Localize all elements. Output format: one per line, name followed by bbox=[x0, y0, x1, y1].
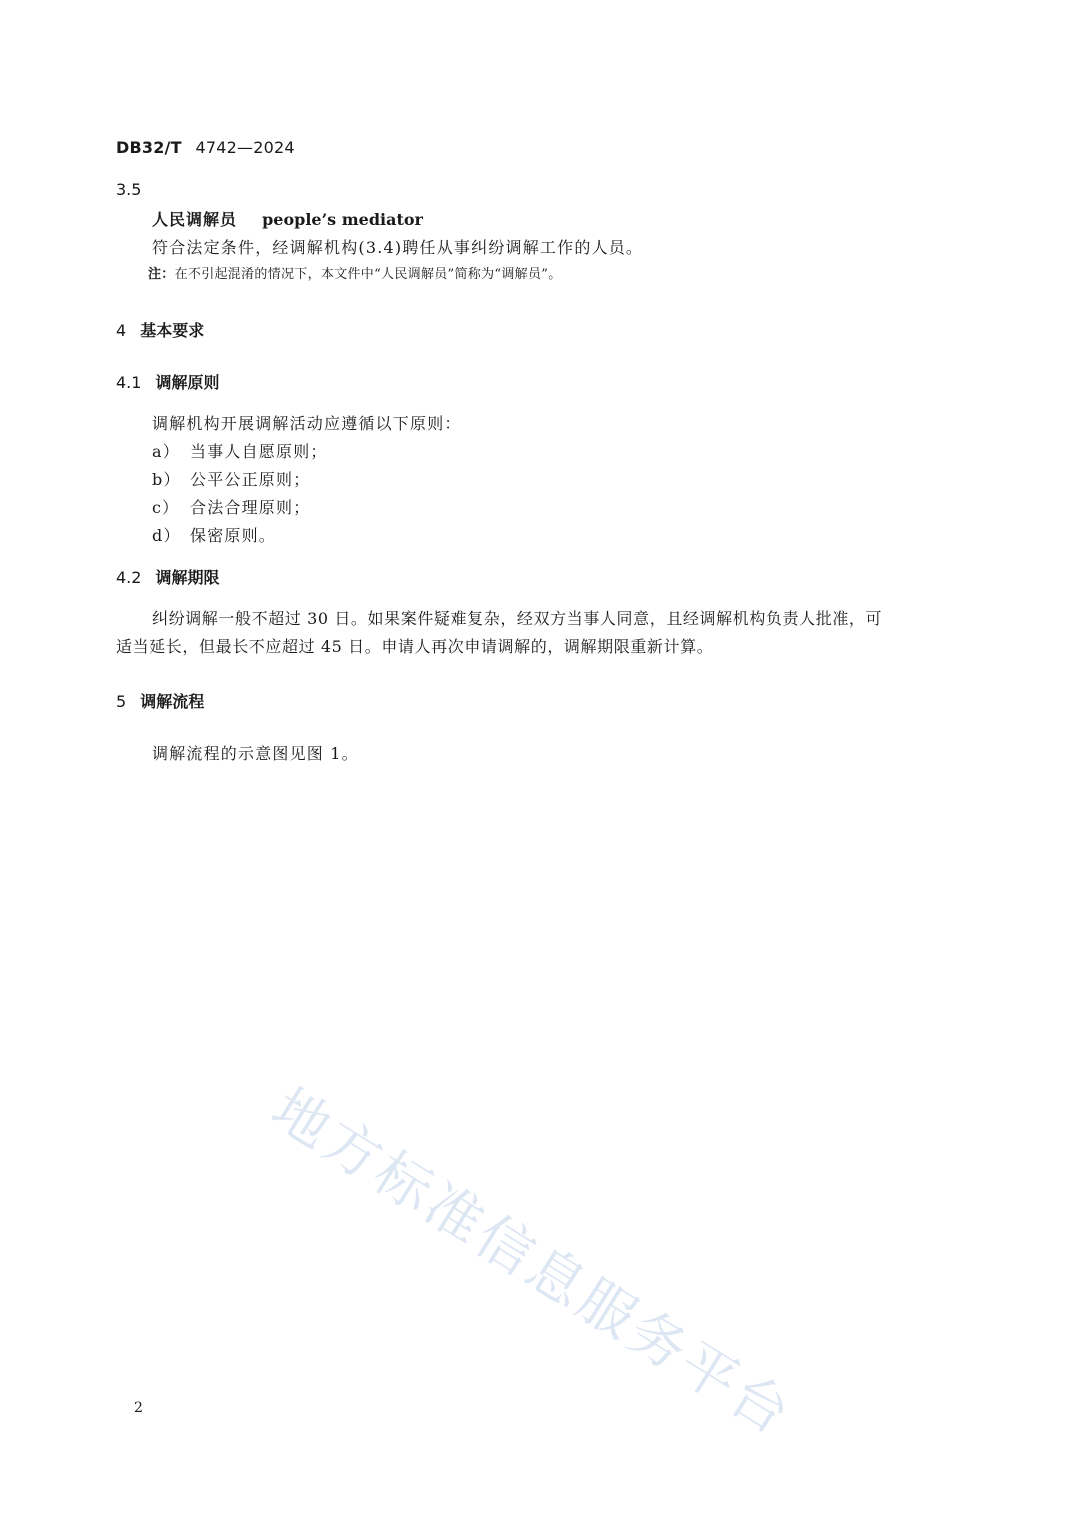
document-code-number: 4742—2024 bbox=[195, 138, 295, 157]
subsection-title: 调解期限 bbox=[155, 568, 220, 587]
clause-number-3-5: 3.5 bbox=[116, 180, 142, 199]
section-heading-5 bbox=[116, 689, 204, 712]
section-title: 基本要求 bbox=[140, 321, 205, 340]
list-text: 合法合理原则； bbox=[190, 498, 311, 517]
term-chinese: 人民调解员 bbox=[152, 210, 238, 229]
term-entry bbox=[152, 207, 423, 230]
list-item bbox=[152, 467, 310, 490]
list-marker: d） bbox=[152, 526, 181, 545]
term-note bbox=[148, 263, 562, 282]
page-number: 2 bbox=[134, 1400, 143, 1416]
subsection-number: 4.1 bbox=[116, 373, 142, 392]
list-marker: b） bbox=[152, 470, 181, 489]
watermark-text: 地方标准信息服务平台 bbox=[260, 1076, 804, 1450]
section-number: 4 bbox=[116, 321, 127, 340]
period-paragraph-line-2: 适当延长，但最长不应超过 45 日。申请人再次申请调解的，调解期限重新计算。 bbox=[116, 637, 714, 656]
list-marker: a） bbox=[152, 442, 180, 461]
document-code bbox=[116, 138, 295, 157]
flow-reference-text: 调解流程的示意图见图 1。 bbox=[152, 744, 359, 763]
subsection-heading-4-1 bbox=[116, 370, 219, 393]
list-text: 当事人自愿原则； bbox=[190, 442, 328, 461]
principles-intro: 调解机构开展调解活动应遵循以下原则： bbox=[152, 414, 462, 433]
list-text: 保密原则。 bbox=[190, 526, 277, 545]
section-title: 调解流程 bbox=[140, 692, 205, 711]
note-label: 注： bbox=[148, 267, 175, 282]
list-item bbox=[152, 523, 276, 546]
list-item bbox=[152, 439, 328, 462]
subsection-number: 4.2 bbox=[116, 568, 142, 587]
term-definition: 符合法定条件，经调解机构(3.4)聘任从事纠纷调解工作的人员。 bbox=[152, 238, 644, 257]
section-number: 5 bbox=[116, 692, 127, 711]
document-code-prefix: DB32/T bbox=[116, 138, 182, 157]
list-item bbox=[152, 495, 310, 518]
subsection-heading-4-2 bbox=[116, 565, 219, 588]
term-english: people’s mediator bbox=[262, 210, 423, 229]
list-text: 公平公正原则； bbox=[190, 470, 311, 489]
period-paragraph-line-1: 纠纷调解一般不超过 30 日。如果案件疑难复杂，经双方当事人同意，且经调解机构负责人批准，可 bbox=[152, 609, 883, 628]
subsection-title: 调解原则 bbox=[155, 373, 220, 392]
list-marker: c） bbox=[152, 498, 180, 517]
note-text: 在不引起混淆的情况下，本文件中“人民调解员”简称为“调解员”。 bbox=[174, 267, 562, 282]
section-heading-4 bbox=[116, 318, 204, 341]
